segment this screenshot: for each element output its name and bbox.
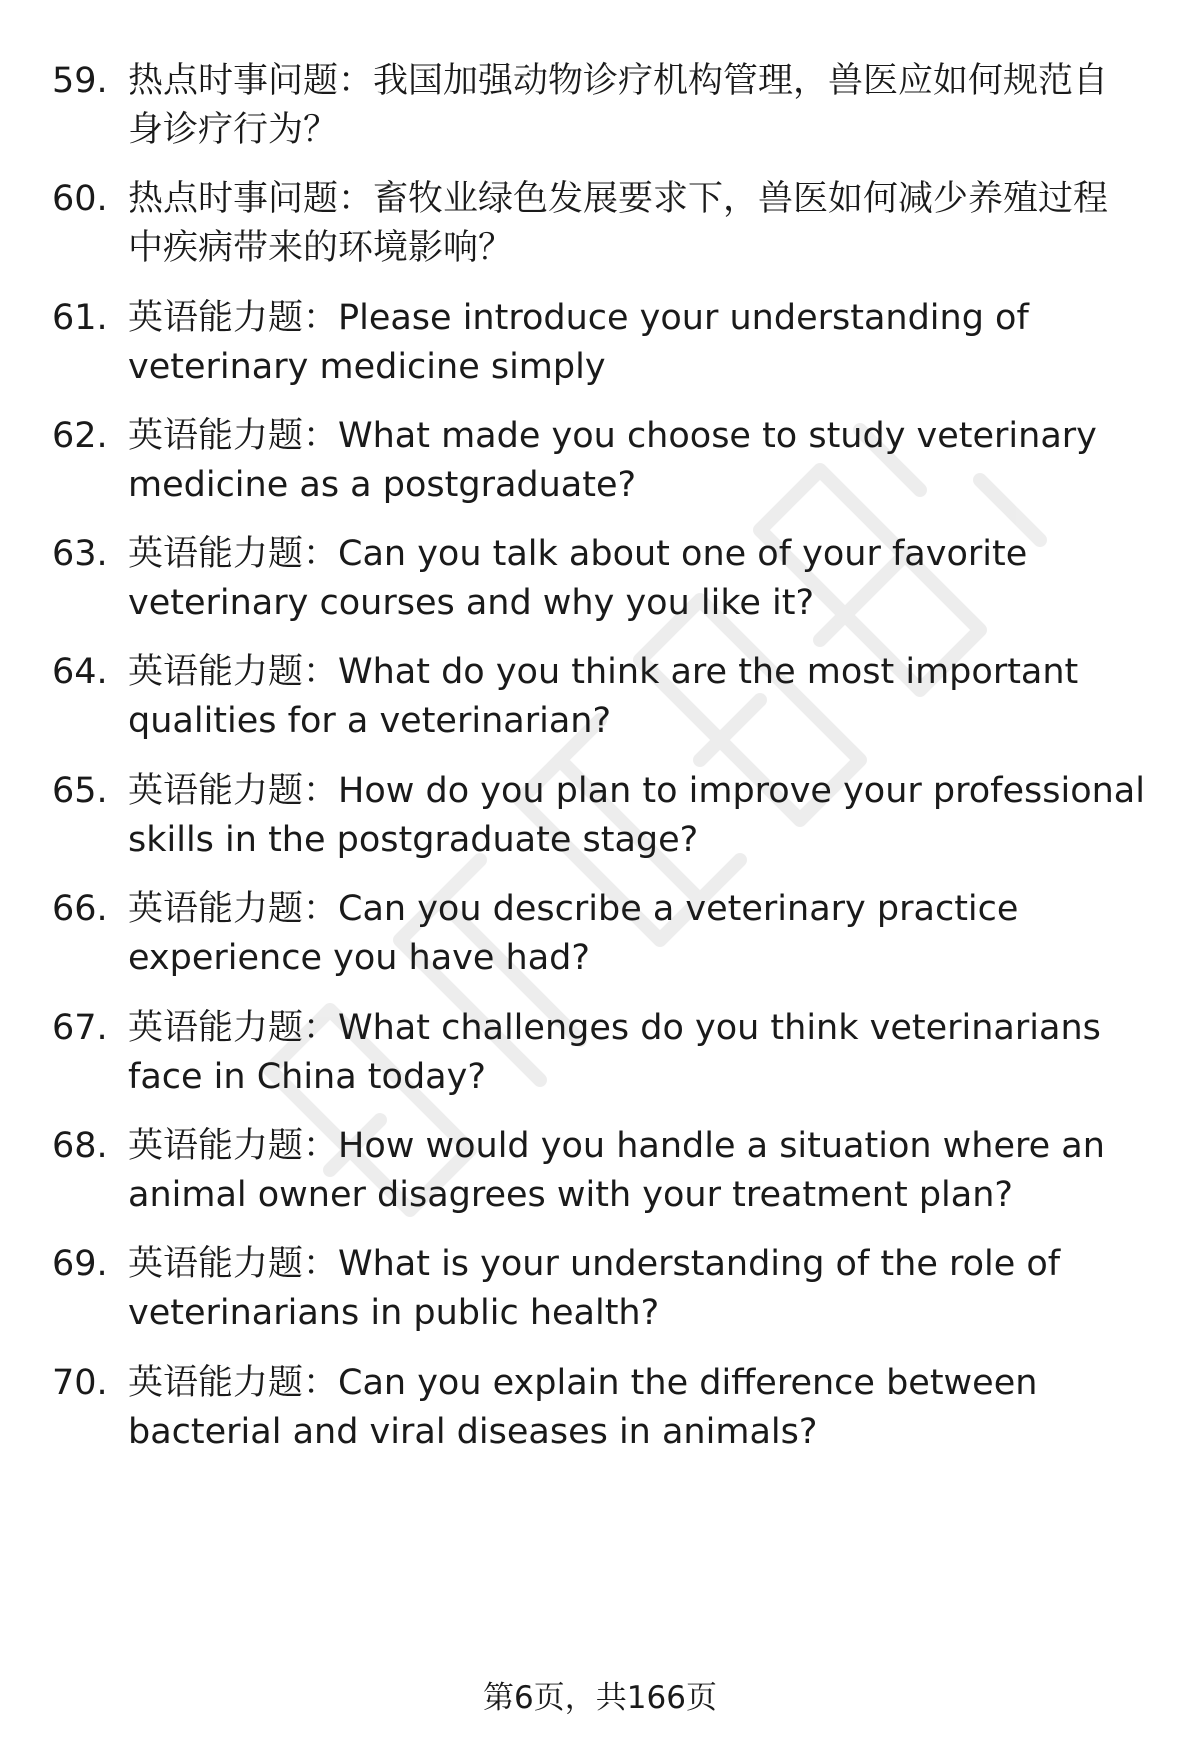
- question-number: 60.: [52, 179, 108, 219]
- list-item: [0, 294, 1200, 394]
- question-text-line: 热点时事问题：畜牧业绿色发展要求下，兽医如何减少养殖过程: [128, 179, 1109, 219]
- list-item: [0, 885, 1200, 985]
- question-text-line: veterinary courses and why you like it?: [128, 583, 815, 623]
- question-text-line: 英语能力题：Can you talk about one of your favorite: [128, 534, 1028, 574]
- question-number: 67.: [52, 1008, 108, 1048]
- question-text-line: experience you have had?: [128, 938, 590, 978]
- question-text-line: medicine as a postgraduate?: [128, 465, 637, 505]
- question-number: 68.: [52, 1126, 108, 1166]
- list-item: [0, 1004, 1200, 1104]
- list-item: [0, 1122, 1200, 1222]
- question-text-line: 热点时事问题：我国加强动物诊疗机构管理，兽医应如何规范自: [128, 61, 1109, 101]
- question-text-line: veterinarians in public health?: [128, 1293, 660, 1333]
- question-text-line: face in China today?: [128, 1057, 486, 1097]
- question-number: 70.: [52, 1363, 108, 1403]
- question-text-line: 英语能力题：What challenges do you think veterinarians: [128, 1008, 1101, 1048]
- question-text-line: qualities for a veterinarian?: [128, 701, 612, 741]
- question-text-line: 身诊疗行为？: [128, 110, 339, 150]
- question-text-line: 中疾病带来的环境影响？: [128, 228, 514, 268]
- question-text-line: 英语能力题：How would you handle a situation where an: [128, 1126, 1105, 1166]
- list-item: [0, 175, 1200, 275]
- question-text-line: 英语能力题：What is your understanding of the role of: [128, 1244, 1061, 1284]
- question-number: 64.: [52, 652, 108, 692]
- question-number: 59.: [52, 61, 108, 101]
- list-item: [0, 530, 1200, 630]
- question-text-line: 英语能力题：What do you think are the most important: [128, 652, 1079, 692]
- question-text-line: 英语能力题：Can you describe a veterinary practice: [128, 889, 1019, 929]
- list-item: [0, 767, 1200, 867]
- question-text-line: animal owner disagrees with your treatment plan?: [128, 1175, 1013, 1215]
- question-number: 63.: [52, 534, 108, 574]
- question-number: 69.: [52, 1244, 108, 1284]
- list-item: [0, 648, 1200, 748]
- question-text-line: 英语能力题：How do you plan to improve your professional: [128, 771, 1145, 811]
- question-text-line: skills in the postgraduate stage?: [128, 820, 699, 860]
- question-text-line: 英语能力题：What made you choose to study veterinary: [128, 416, 1097, 456]
- list-item: [0, 1359, 1200, 1459]
- question-text-line: veterinary medicine simply: [128, 347, 606, 387]
- question-number: 62.: [52, 416, 108, 456]
- page-footer: [0, 1676, 1200, 1720]
- question-number: 65.: [52, 771, 108, 811]
- list-item: [0, 57, 1200, 157]
- question-number: 61.: [52, 298, 108, 338]
- question-text-line: 英语能力题：Please introduce your understanding of: [128, 298, 1029, 338]
- page-number-label: 第6页，共166页: [483, 1680, 717, 1716]
- question-text-line: bacterial and viral diseases in animals?: [128, 1412, 818, 1452]
- list-item: [0, 412, 1200, 512]
- question-number: 66.: [52, 889, 108, 929]
- question-text-line: 英语能力题：Can you explain the difference between: [128, 1363, 1038, 1403]
- list-item: [0, 1240, 1200, 1340]
